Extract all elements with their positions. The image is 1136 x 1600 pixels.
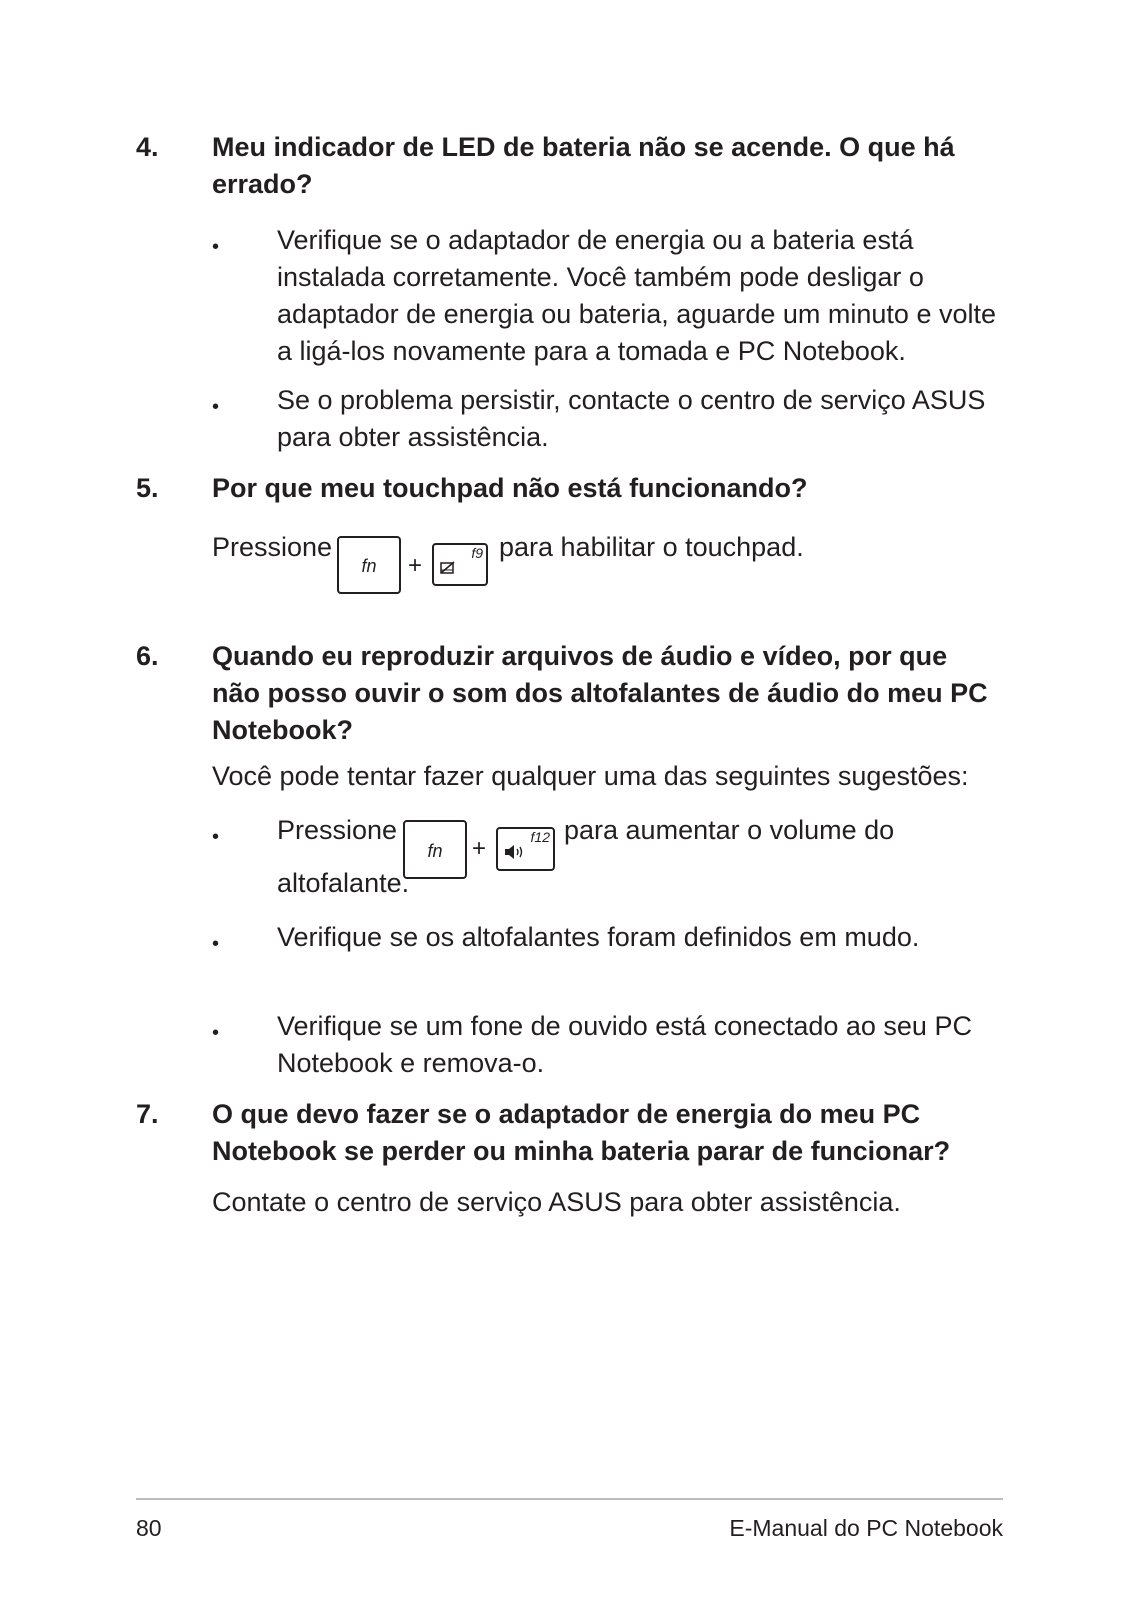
f9-key-label: f9 (471, 545, 483, 561)
page-number: 80 (136, 1515, 162, 1541)
q7-number: 7. (136, 1099, 159, 1129)
q6-instruction-continuation: altofalante. (277, 868, 410, 898)
bullet-dot: • (212, 396, 220, 418)
q6-bullet-3: Verifique se um fone de ouvido está conectado ao seu PC Notebook e remova-o. (277, 1011, 972, 1078)
q4-title: Meu indicador de LED de bateria não se acende. O que há errado? (212, 132, 955, 199)
bullet-dot: • (212, 933, 220, 955)
q6-intro: Você pode tentar fazer qualquer uma das seguintes sugestões: (212, 761, 969, 791)
bullet-dot: • (212, 1022, 220, 1044)
q6-number: 6. (136, 641, 159, 671)
q5-instruction-suffix: para habilitar o touchpad. (499, 532, 804, 562)
q7-title: O que devo fazer se o adaptador de energia do meu PC Notebook se perder ou minha bateria parar de funcionar? (212, 1099, 951, 1166)
q5-number: 5. (136, 473, 159, 503)
f9-key (432, 543, 488, 586)
q6-plus-sign: + (472, 835, 487, 862)
manual-title: E-Manual do PC Notebook (729, 1515, 1003, 1541)
footer-divider (136, 1498, 1003, 1500)
q6-title: Quando eu reproduzir arquivos de áudio e vídeo, por que não posso ouvir o som dos altofalantes de áudio do meu PC Notebook? (212, 641, 988, 745)
q4-bullet-2: Se o problema persistir, contacte o centro de serviço ASUS para obter assistência. (277, 385, 986, 452)
q5-plus-sign: + (408, 552, 423, 579)
q6-bullet-2: Verifique se os altofalantes foram definidos em mudo. (277, 922, 920, 952)
fn-key-label: fn (361, 556, 377, 576)
q6-instruction-suffix: para aumentar o volume do (564, 815, 895, 845)
q6-press-label: Pressione (277, 815, 398, 845)
q4-number: 4. (136, 132, 159, 162)
fn-key (337, 536, 401, 594)
bullet-dot: • (212, 236, 220, 258)
volume-up-icon (504, 844, 528, 865)
q5-title: Por que meu touchpad não está funcionando? (212, 473, 808, 503)
q4-bullet-1: Verifique se o adaptador de energia ou a bateria está instalada corretamente. Você também pode desligar o adaptador de energia ou bateria, aguarde um minuto e volte a ligá-los novamente para a tomada e PC Notebook. (277, 225, 996, 366)
f12-key (496, 827, 555, 871)
fn-key (403, 820, 467, 879)
fn-key-label: fn (427, 840, 443, 861)
f12-key-label: f12 (530, 829, 550, 845)
touchpad-toggle-icon (440, 561, 456, 580)
q5-press-label: Pressione (212, 532, 333, 562)
q7-answer: Contate o centro de serviço ASUS para obter assistência. (212, 1187, 901, 1217)
bullet-dot: • (212, 826, 220, 848)
